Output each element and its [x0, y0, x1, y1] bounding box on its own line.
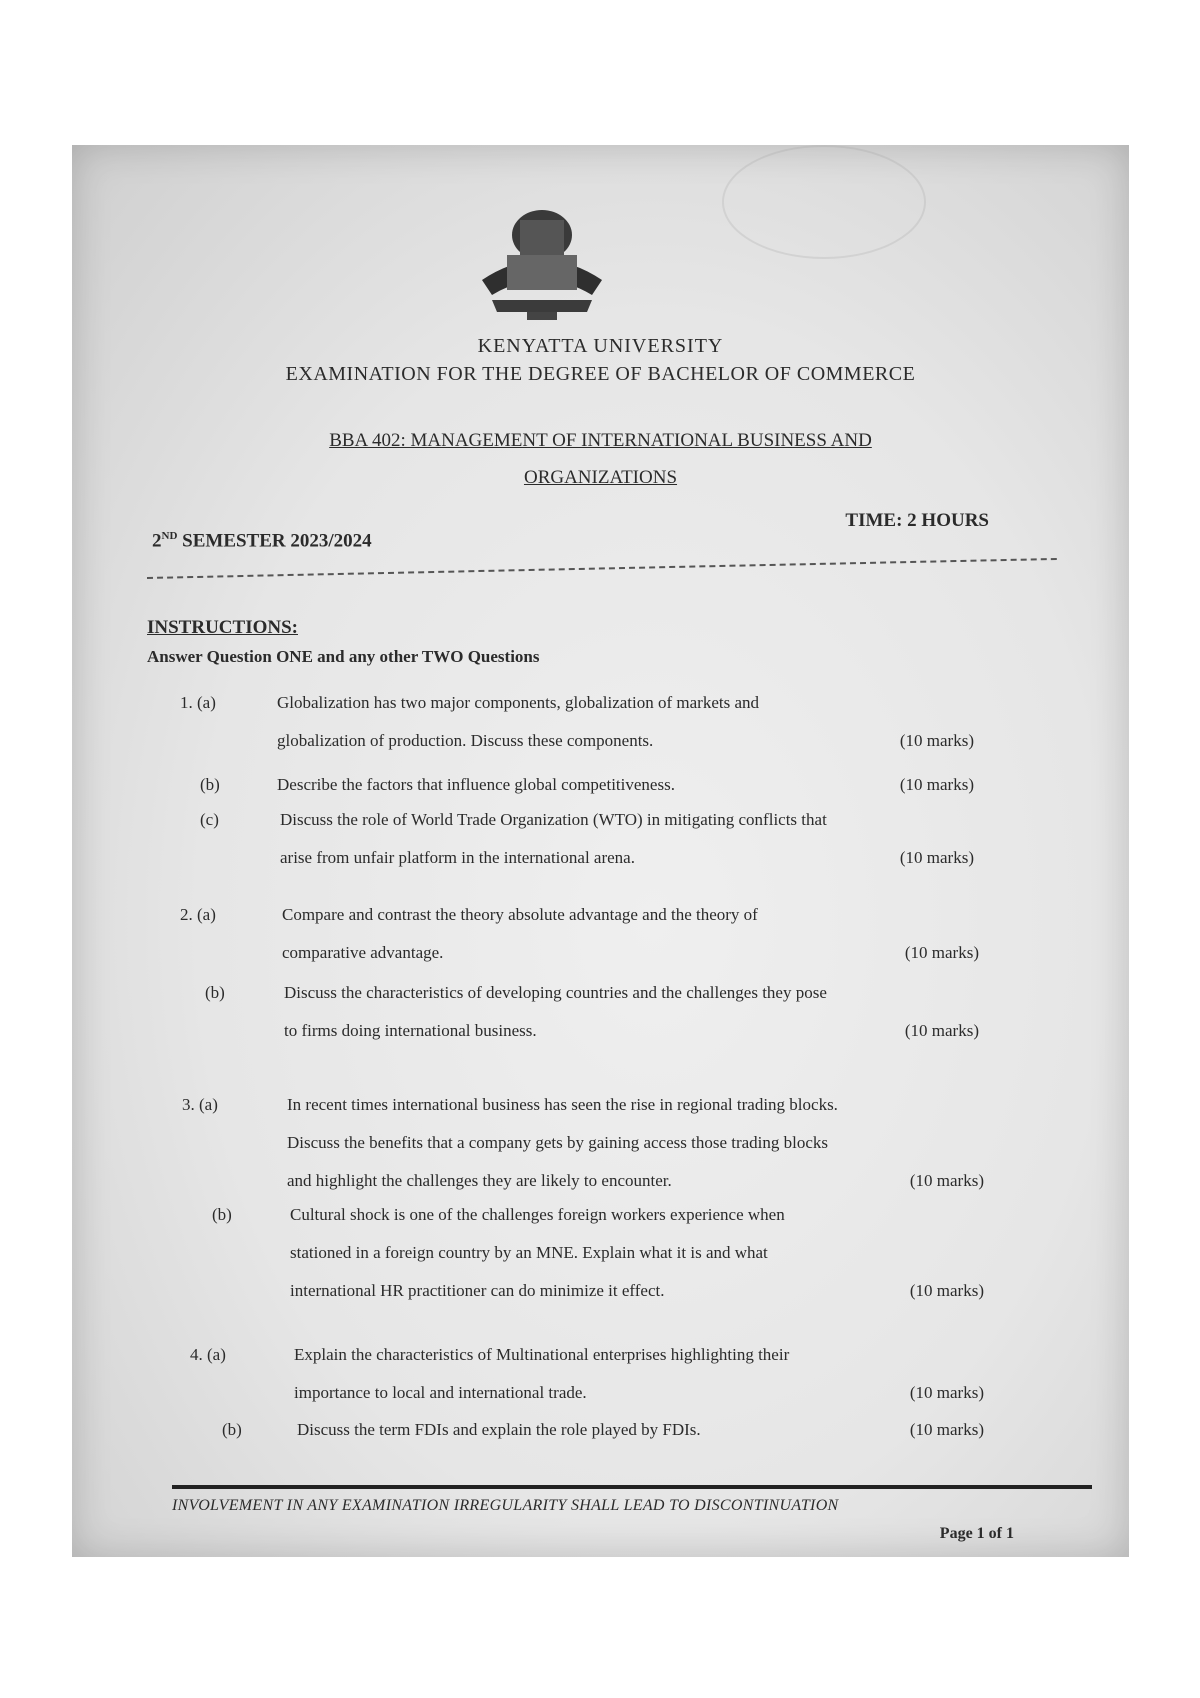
instructions-heading: INSTRUCTIONS: [147, 617, 298, 638]
question-text-line: Explain the characteristics of Multinational enterprises highlighting their [294, 1345, 790, 1364]
question-marks: (10 marks) [899, 848, 974, 867]
university-crest-logo [472, 200, 612, 325]
question-marks: (10 marks) [909, 1383, 984, 1402]
exam-title: EXAMINATION FOR THE DEGREE OF BACHELOR OF COMMERCE [285, 363, 916, 385]
footer-rule [172, 1485, 1092, 1489]
stamp-watermark [722, 145, 926, 259]
exam-paper [72, 145, 1129, 1557]
question-text-line: Globalization has two major components, globalization of markets and [277, 693, 760, 712]
instructions-text: Answer Question ONE and any other TWO Questions [147, 647, 540, 666]
university-name: KENYATTA UNIVERSITY [477, 335, 724, 357]
question-text-line: Compare and contrast the theory absolute advantage and the theory of [282, 905, 758, 924]
semester [152, 530, 372, 552]
question-marks: (10 marks) [904, 943, 979, 962]
question-marks: (10 marks) [909, 1281, 984, 1300]
question-text-line: Describe the factors that influence global competitiveness. [277, 775, 675, 794]
question-number: (b) [205, 983, 225, 1002]
divider [147, 558, 1057, 579]
question-number: (b) [200, 775, 220, 794]
question-number: 1. (a) [180, 693, 216, 712]
semester-suffix: ND [161, 530, 178, 542]
question-text-line: Cultural shock is one of the challenges foreign workers experience when [290, 1205, 785, 1224]
question-text-line: comparative advantage. [282, 943, 444, 962]
semester-text: SEMESTER 2023/2024 [177, 530, 372, 552]
question-text-line: stationed in a foreign country by an MNE. Explain what it is and what [290, 1243, 768, 1262]
question-text-line: In recent times international business has seen the rise in regional trading blocks. [287, 1095, 838, 1114]
question-text-line: Discuss the benefits that a company gets by gaining access those trading blocks [287, 1133, 829, 1152]
question-number: (b) [222, 1420, 242, 1439]
question-text-line: and highlight the challenges they are likely to encounter. [287, 1171, 672, 1190]
question-marks: (10 marks) [909, 1420, 984, 1439]
course-title-line1: BBA 402: MANAGEMENT OF INTERNATIONAL BUSINESS AND [329, 430, 872, 451]
question-number: 4. (a) [190, 1345, 226, 1364]
time-allowed: TIME: 2 HOURS [845, 510, 989, 531]
question-number: 3. (a) [182, 1095, 218, 1114]
question-number: (b) [212, 1205, 232, 1224]
question-text-line: globalization of production. Discuss these components. [277, 731, 654, 750]
question-text-line: international HR practitioner can do minimize it effect. [290, 1281, 665, 1300]
footer-warning: INVOLVEMENT IN ANY EXAMINATION IRREGULARITY SHALL LEAD TO DISCONTINUATION [172, 1497, 839, 1514]
question-text-line: to firms doing international business. [284, 1021, 537, 1040]
page-number: Page 1 of 1 [939, 1525, 1014, 1542]
course-title-line2: ORGANIZATIONS [523, 467, 678, 488]
question-text-line: importance to local and international trade. [294, 1383, 587, 1402]
question-text-line: Discuss the term FDIs and explain the role played by FDIs. [297, 1420, 701, 1439]
question-marks: (10 marks) [899, 731, 974, 750]
question-text-line: Discuss the role of World Trade Organization (WTO) in mitigating conflicts that [280, 810, 827, 829]
question-marks: (10 marks) [904, 1021, 979, 1040]
semester-number: 2 [152, 530, 162, 552]
question-text-line: Discuss the characteristics of developing countries and the challenges they pose [284, 983, 827, 1002]
question-text-line: arise from unfair platform in the international arena. [280, 848, 635, 867]
question-marks: (10 marks) [899, 775, 974, 794]
question-number: 2. (a) [180, 905, 216, 924]
question-marks: (10 marks) [909, 1171, 984, 1190]
question-number: (c) [200, 810, 219, 829]
